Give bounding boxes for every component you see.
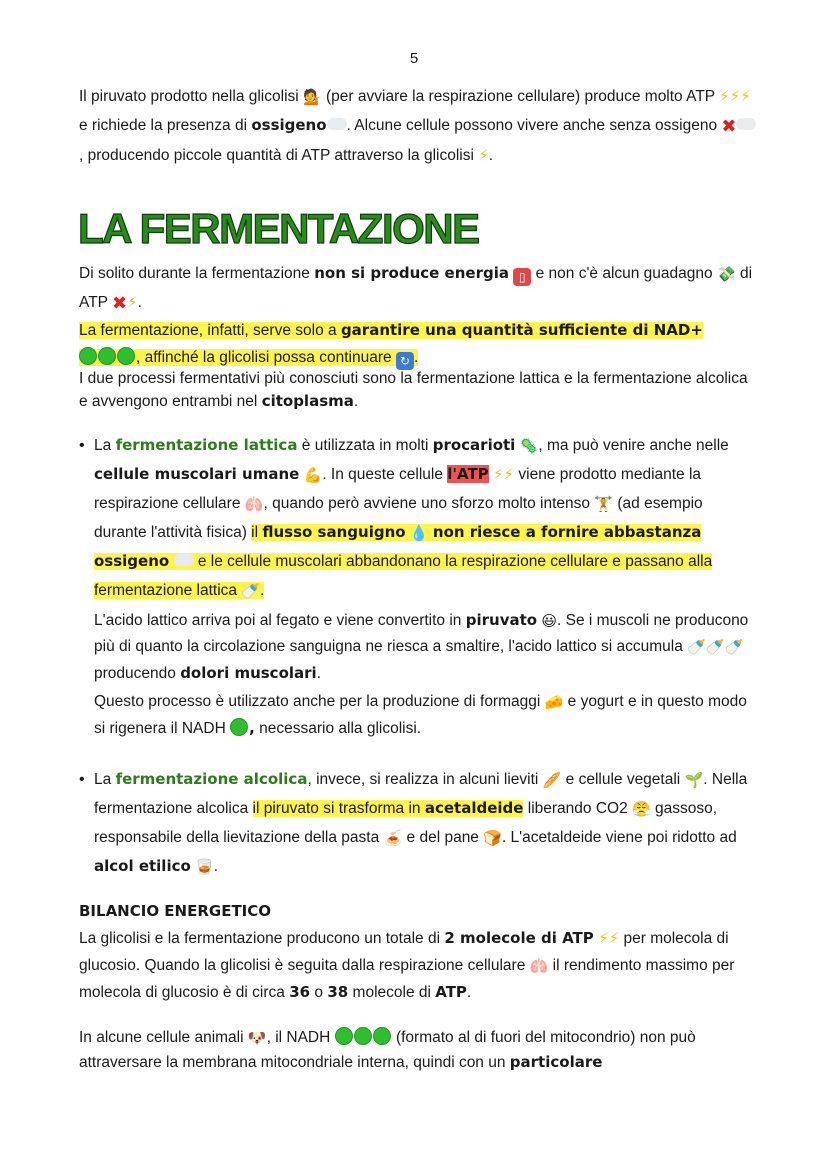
bullet-lactic: • La fermentazione lattica è utilizzata in molti procarioti 🦠, ma può venire anche nelle cellule muscolari umane 💪. In queste cellule l'ATP ⚡⚡ viene prodotto mediante la respirazione cellulare 🫁, quando però avviene uno sforzo molto intenso 🏋 (ad esempio durante l'attività fisica) il flusso sanguigno 💧 non riesce a fornire abbastanza ossigeno e le cellule muscolari abbandonano la respirazione cellulare e passano alla fermentazione lattica 🍼. L'acido lattico arriva poi al fegato e viene convertito in piruvato 😃. Se i muscoli ne producono più di quanto la circolazione sanguigna ne riesca a smaltire, l'acido lattico si accumula 🍼🍼🍼 producendo dolori muscolari. Questo processo è utilizzato anche per la produzione di formaggi 🧀 e yogurt e in questo modo si rigenera il NADH , necessario alla glicolisi.: [79, 431, 759, 742]
wind-puff-icon: [327, 118, 347, 130]
cross-mark-icon: ✖: [721, 116, 737, 136]
lungs-icon: 🫁: [529, 958, 549, 975]
green-circle-icon: [373, 1027, 391, 1045]
microbe-icon: 🦠: [519, 438, 539, 455]
green-circle-icon: [117, 347, 135, 365]
cheese-paragraph: Questo processo è utilizzato anche per la produzione di formaggi 🧀 e yogurt e in questo modo si rigenera il NADH , necessario alla glicolisi.: [94, 693, 747, 737]
lightning-icon: ⚡⚡: [492, 466, 515, 483]
bread-icon: 🥖: [542, 772, 562, 789]
face-exhaling-icon: 😤: [632, 801, 651, 818]
pasta-icon: 🍝: [383, 830, 403, 847]
lightning-icon: ⚡⚡: [598, 930, 620, 947]
lightning-icon: ⚡: [478, 147, 489, 164]
page-number: 5: [409, 50, 419, 67]
green-circle-icon: [79, 347, 97, 365]
bullet-marker: •: [79, 771, 85, 788]
paragraph-nadh-animal: In alcune cellule animali 🐶, il NADH (formato al di fuori del mitocondrio) non può attraversare la membrana mitocondriale interna, quindi con un particolare: [79, 1029, 696, 1071]
wind-puff-icon: [174, 554, 194, 566]
seedling-icon: 🌱: [684, 772, 704, 789]
lightning-icon: ⚡⚡⚡: [719, 88, 751, 105]
paragraph-bilancio: La glicolisi e la fermentazione producono un totale di 2 molecole di ATP ⚡⚡ per molecola di glucosio. Quando la glicolisi è seguita dalla respirazione cellulare 🫁 il rendimento massimo per molecola di glucosio è di circa 36 o 38 molecole di ATP.: [79, 929, 735, 1001]
lactic-acid-paragraph: L'acido lattico arriva poi al fegato e viene convertito in piruvato 😃. Se i muscoli ne producono più di quanto la circolazione sanguigna ne riesca a smaltire, l'acido lattico si accumula 🍼🍼🍼 producendo dolori muscolari.: [94, 611, 749, 682]
bullet-marker: •: [79, 437, 85, 454]
money-with-wings-icon: 💸: [716, 266, 736, 283]
page-title: LA FERMENTAZIONE: [78, 205, 479, 252]
lungs-icon: 🫁: [244, 496, 264, 513]
baby-bottle-icon: 🍼🍼🍼: [687, 639, 744, 656]
paragraph-energy: Di solito durante la fermentazione non si produce energia ▯ e non c'è alcun guadagno 💸 di ATP ✖⚡.: [79, 264, 753, 313]
green-circle-icon: [230, 718, 248, 736]
baby-bottle-icon: 🍼: [241, 583, 261, 600]
cheese-icon: 🧀: [544, 694, 564, 711]
green-circle-icon: [98, 347, 116, 365]
green-circle-icon: [354, 1027, 372, 1045]
intro-paragraph: Il piruvato prodotto nella glicolisi 💁 (per avviare la respirazione cellulare) produce molto ATP ⚡⚡⚡ e richiede la presenza di ossigeno . Alcune cellule possono vivere anche senza ossigeno ✖, producendo piccole quantità di ATP attraverso la glicolisi ⚡.: [79, 82, 759, 170]
bread-loaf-icon: 🍞: [483, 830, 502, 847]
dog-face-icon: 🐶: [247, 1030, 267, 1047]
section-heading-bilancio: BILANCIO ENERGETICO: [79, 902, 272, 920]
cycle-arrows-icon: ↻: [396, 352, 414, 370]
paragraph-nad: La fermentazione, infatti, serve solo a garantire una quantità sufficiente di NAD+ , affinché la glicolisi possa continuare ↻ .: [79, 321, 703, 368]
cross-mark-icon: ✖: [112, 293, 128, 313]
tumbler-glass-icon: 🥃: [195, 859, 214, 876]
lightning-icon: ⚡: [127, 294, 138, 311]
paragraph-processes: I due processi fermentativi più conosciuti sono la fermentazione lattica e la fermentazione alcolica e avvengono entrambi nel citoplasma.: [79, 370, 748, 410]
battery-low-icon: ▯: [513, 268, 531, 286]
grinning-face-icon: 😃: [541, 613, 558, 630]
drop-of-blood-icon: 💧: [409, 525, 429, 542]
flexed-biceps-icon: 💪: [303, 467, 323, 484]
bullet-alcoholic: • La fermentazione alcolica, invece, si realizza in alcuni lieviti 🥖 e cellule vegetali 🌱. Nella fermentazione alcolica il piruvato si trasforma in acetaldeide liberando CO2 😤 gassoso, responsabile della lievitazione della pasta 🍝 e del pane 🍞. L'acetaldeide viene poi ridotto ad alcol etilico 🥃.: [79, 765, 759, 881]
green-circle-icon: [335, 1027, 353, 1045]
person-tipping-hand-icon: 💁: [303, 89, 322, 106]
wind-puff-icon: [736, 118, 756, 130]
weight-lifter-icon: 🏋: [594, 496, 614, 513]
ossigeno-bold: ossigeno: [251, 116, 327, 134]
